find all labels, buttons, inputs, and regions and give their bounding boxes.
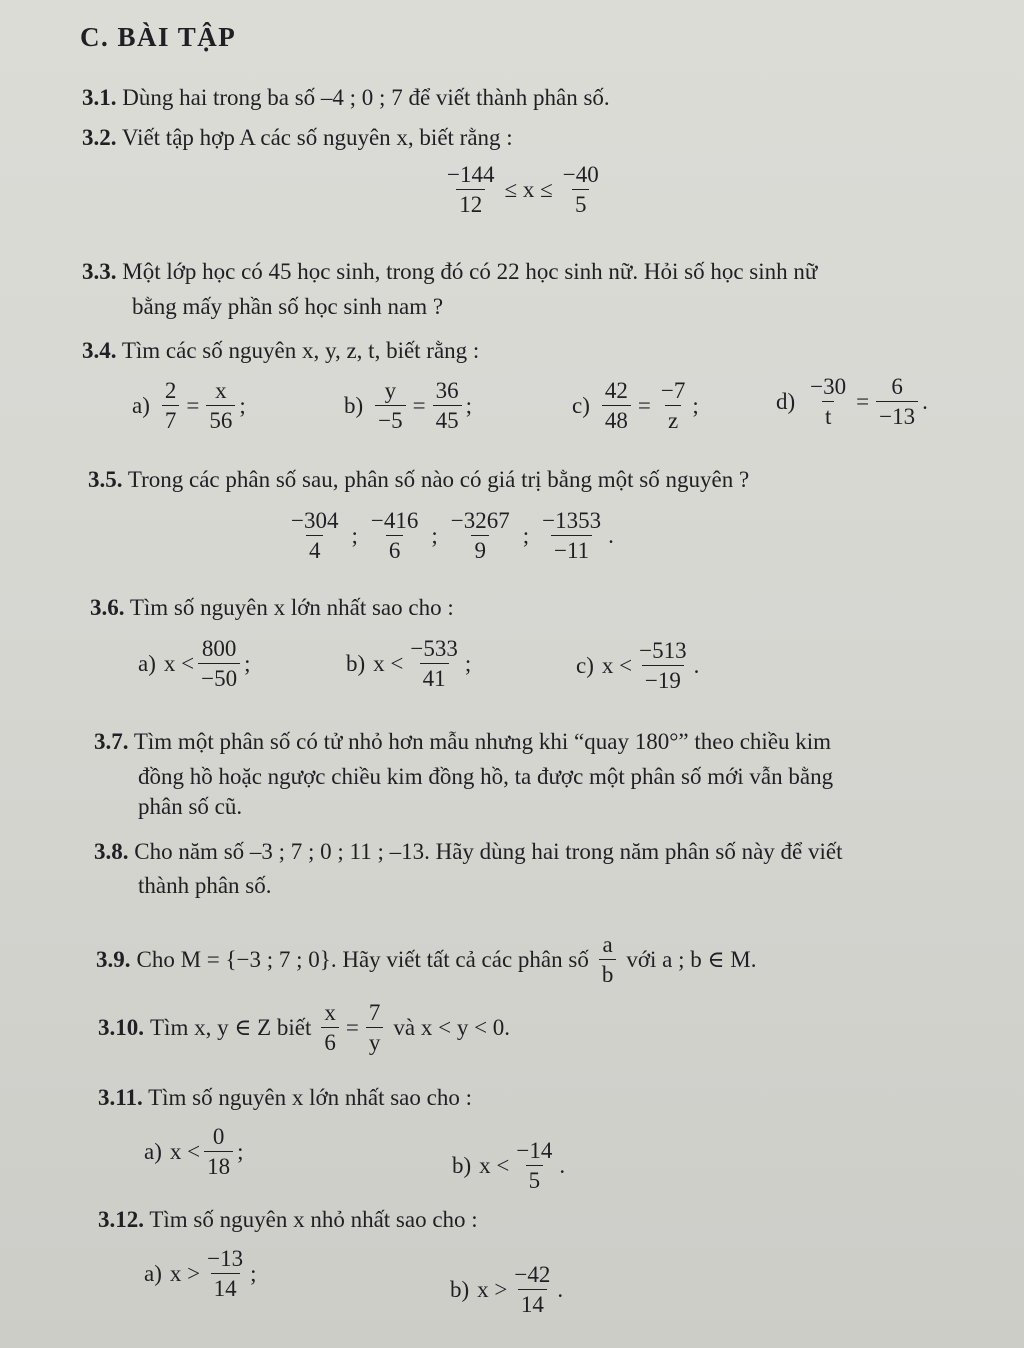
fraction-list-3-5: $\frac{-304}{4}$ ; $\frac{-416}{6}$ ; $\frac{-3267}{9}$ ; $\frac{-1353}{-11}$ . bbox=[291, 508, 614, 564]
problem-3-11 bbox=[98, 1084, 472, 1112]
fraction: $\frac{-144}{12}$ bbox=[447, 162, 495, 218]
problem-number: 3.5. bbox=[88, 467, 123, 492]
problem-3-5 bbox=[88, 466, 749, 494]
problem-number: 3.11. bbox=[98, 1085, 143, 1110]
item-3-12-a: a) x > $\frac{-13}{14}$ ; bbox=[144, 1246, 257, 1302]
problem-number: 3.10. bbox=[98, 1014, 144, 1040]
inequality-3-2 bbox=[440, 162, 606, 218]
problem-text: Tìm các số nguyên x, y, z, t, biết rằng : bbox=[121, 338, 480, 363]
problem-number: 3.3. bbox=[82, 259, 117, 284]
inequality-sign: ≤ x ≤ bbox=[504, 176, 553, 202]
item-3-4-d: d) $\frac{-30}{t}$ = $\frac{6}{-13}$ . bbox=[776, 374, 928, 430]
problem-number: 3.1. bbox=[82, 85, 117, 110]
problem-text: Tìm số nguyên x lớn nhất sao cho : bbox=[148, 1085, 472, 1110]
problem-number: 3.6. bbox=[90, 595, 125, 620]
problem-text: Tìm một phân số có tử nhỏ hơn mẫu nhưng khi “quay 180°” theo chiều kim bbox=[133, 729, 832, 754]
problem-3-3-cont: bằng mấy phần số học sinh nam ? bbox=[132, 294, 444, 319]
item-3-6-b: b) x < $\frac{-533}{41}$ ; bbox=[346, 636, 472, 692]
problem-3-3 bbox=[82, 258, 817, 286]
problem-text: Trong các phân số sau, phân số nào có giá trị bằng một số nguyên ? bbox=[127, 467, 750, 492]
problem-3-10: 3.10. Tìm x, y ∈ Z biết $\frac{x}{6}$ = $\frac{7}{y}$ và x < y < 0. bbox=[98, 1000, 511, 1056]
fraction: $\frac{-40}{5}$ bbox=[562, 162, 599, 218]
item-3-4-a: a) $\frac{2}{7}$ = $\frac{x}{56}$ ; bbox=[132, 378, 246, 434]
problem-text: Viết tập hợp A các số nguyên x, biết rằng : bbox=[121, 125, 513, 150]
item-3-6-c: c) x < $\frac{-513}{-19}$ . bbox=[576, 638, 700, 694]
item-3-6-a: a) x < $\frac{800}{-50}$ ; bbox=[138, 636, 251, 692]
problem-number: 3.2. bbox=[82, 125, 117, 150]
item-3-11-a: a) x < $\frac{0}{18}$ ; bbox=[144, 1124, 244, 1180]
problem-3-6 bbox=[90, 594, 454, 622]
problem-text: Tìm số nguyên x nhỏ nhất sao cho : bbox=[149, 1207, 478, 1232]
problem-number: 3.12. bbox=[98, 1207, 144, 1232]
problem-text: Dùng hai trong ba số –4 ; 0 ; 7 để viết thành phân số. bbox=[122, 85, 610, 110]
problem-3-7-cont: đồng hồ hoặc ngược chiều kim đồng hồ, ta được một phân số mới vẫn bằng bbox=[138, 764, 834, 789]
problem-3-1 bbox=[82, 84, 610, 112]
problem-3-12 bbox=[98, 1206, 478, 1234]
item-3-12-b: b) x > $\frac{-42}{14}$ . bbox=[450, 1262, 564, 1318]
problem-3-8-cont: thành phân số. bbox=[138, 873, 272, 898]
problem-number: 3.9. bbox=[96, 946, 131, 972]
item-3-4-b: b) $\frac{y}{-5}$ = $\frac{36}{45}$ ; bbox=[344, 378, 473, 434]
problem-3-7-cont: phân số cũ. bbox=[138, 794, 243, 819]
item-3-4-c: c) $\frac{42}{48}$ = $\frac{-7}{z}$ ; bbox=[572, 378, 699, 434]
item-3-11-b: b) x < $\frac{-14}{5}$ . bbox=[452, 1138, 566, 1194]
problem-3-8 bbox=[94, 838, 842, 866]
problem-text: Tìm số nguyên x lớn nhất sao cho : bbox=[129, 595, 454, 620]
problem-3-4 bbox=[82, 337, 479, 365]
problem-3-2 bbox=[82, 124, 513, 152]
problem-number: 3.7. bbox=[94, 729, 129, 754]
problem-number: 3.8. bbox=[94, 839, 129, 864]
problem-text: Cho năm số –3 ; 7 ; 0 ; 11 ; –13. Hãy dùng hai trong năm phân số này để viết bbox=[134, 839, 843, 864]
problem-3-9: 3.9. Cho M = {−3 ; 7 ; 0}. Hãy viết tất cả các phân số $\frac{a}{b}$ với a ; b ∈ M. bbox=[96, 932, 757, 988]
section-heading: C. BÀI TẬP bbox=[80, 22, 237, 52]
problem-number: 3.4. bbox=[82, 338, 117, 363]
problem-3-7 bbox=[94, 728, 831, 756]
problem-text: Một lớp học có 45 học sinh, trong đó có 22 học sinh nữ. Hỏi số học sinh nữ bbox=[122, 259, 818, 284]
